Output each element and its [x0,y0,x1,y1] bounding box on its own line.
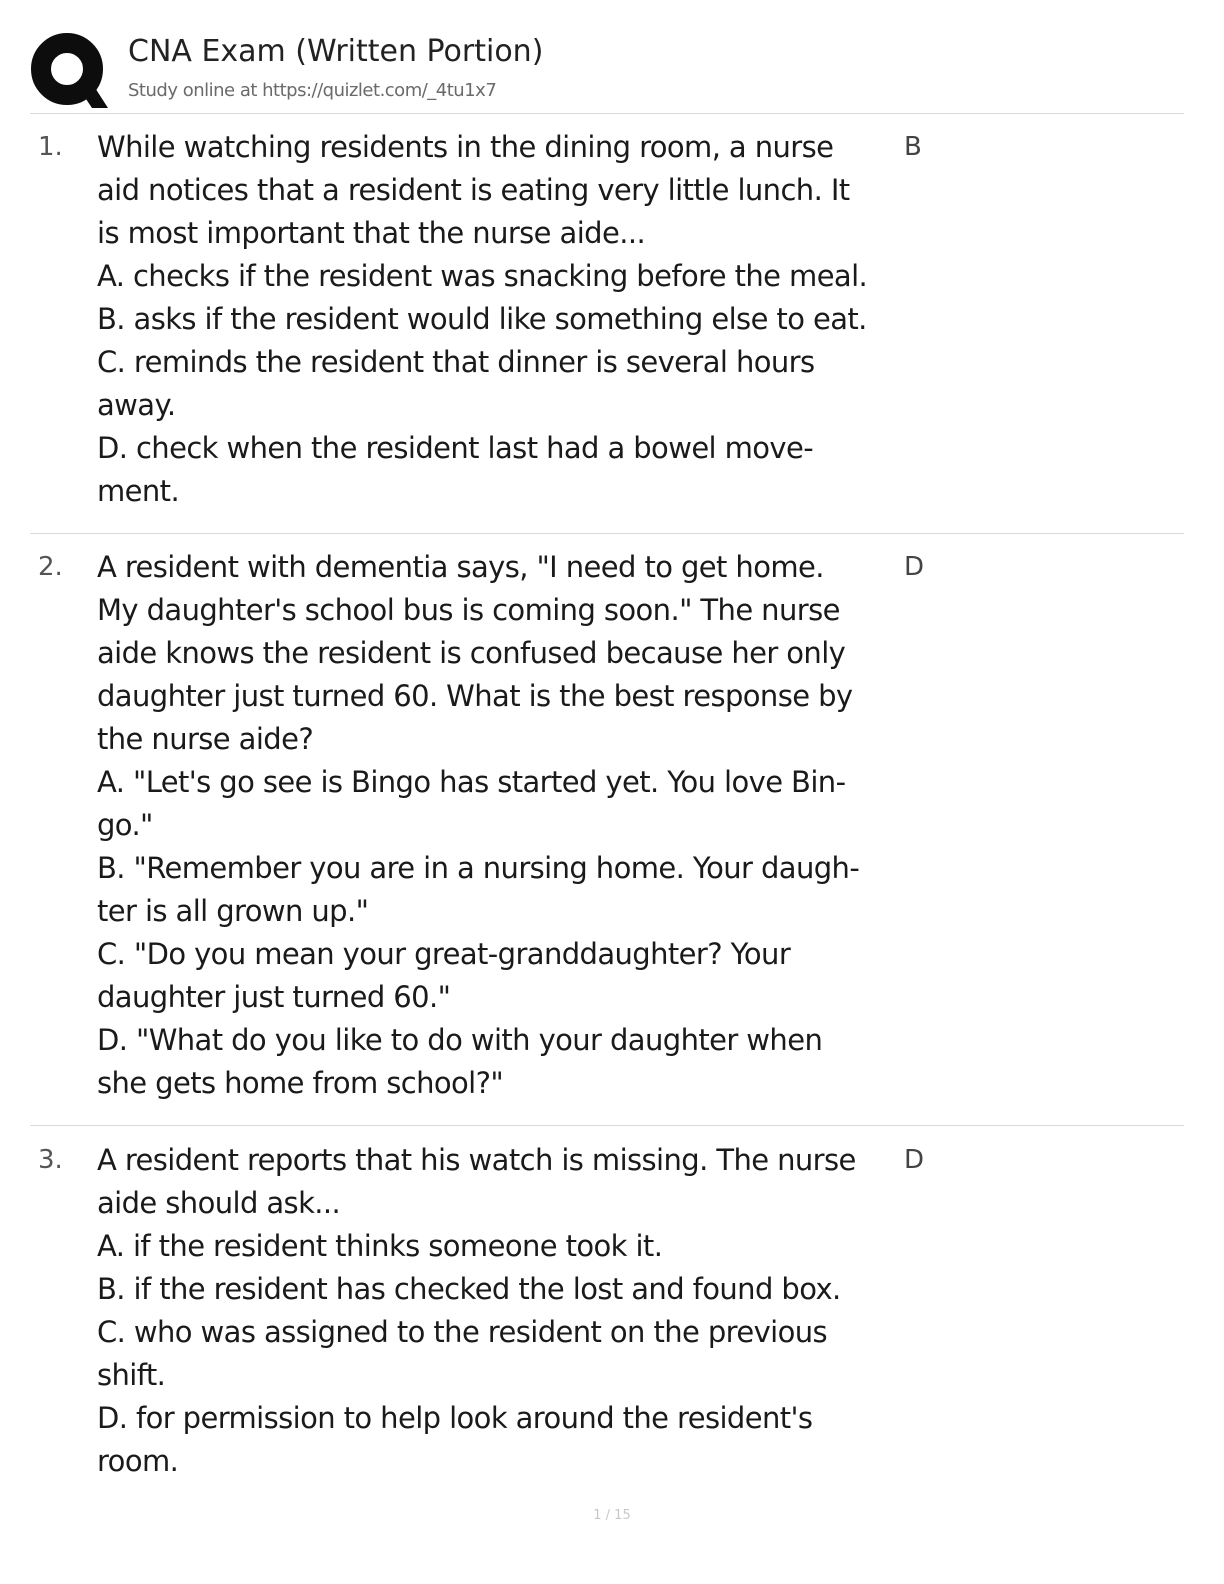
quizlet-q-logo-icon [30,32,108,110]
question-line: daughter just turned 60." [97,980,451,1014]
question-line: A. if the resident thinks someone took it. [97,1229,663,1263]
question-line: A. checks if the resident was snacking before the meal. [97,259,868,293]
question-line: aide should ask... [97,1186,341,1220]
question-line: aide knows the resident is confused because her only [97,636,846,670]
question-line: shift. [97,1358,166,1392]
question-line: D. check when the resident last had a bowel move- [97,431,814,465]
answer-letter: D [904,1145,925,1175]
study-online-link[interactable]: Study online at https://quizlet.com/_4tu1x7 [128,80,497,101]
question-divider [30,533,1184,534]
question-line: daughter just turned 60. What is the best response by [97,679,853,713]
question-line: she gets home from school?" [97,1066,504,1100]
question-line: is most important that the nurse aide... [97,216,646,250]
question-line: B. "Remember you are in a nursing home. Your daugh- [97,851,860,885]
question-number: 3. [38,1145,63,1175]
question-line: B. asks if the resident would like something else to eat. [97,302,867,336]
question-line: A resident reports that his watch is missing. The nurse [97,1143,856,1177]
question-line: A. "Let's go see is Bingo has started yet. You love Bin- [97,765,846,799]
page-header [30,30,1184,114]
answer-letter: B [904,132,922,162]
question-line: A resident with dementia says, "I need to get home. [97,550,824,584]
question-line: room. [97,1444,179,1478]
question-line: C. reminds the resident that dinner is several hours [97,345,815,379]
header-divider [30,113,1184,114]
answer-letter: D [904,552,925,582]
document-title: CNA Exam (Written Portion) [128,34,544,69]
question-text [97,1139,907,1483]
question-number: 1. [38,132,63,162]
page-number: 1 / 15 [593,1508,631,1523]
question-line: go." [97,808,153,842]
question-line: C. "Do you mean your great-granddaughter? Your [97,937,791,971]
question-line: B. if the resident has checked the lost and found box. [97,1272,841,1306]
question-line: ter is all grown up." [97,894,369,928]
question-line: While watching residents in the dining room, a nurse [97,130,834,164]
question-line: My daughter's school bus is coming soon." The nurse [97,593,840,627]
question-line: D. "What do you like to do with your daughter when [97,1023,823,1057]
question-line: away. [97,388,176,422]
question-text [97,546,907,1105]
question-line: C. who was assigned to the resident on the previous [97,1315,828,1349]
question-line: aid notices that a resident is eating very little lunch. It [97,173,850,207]
question-text [97,126,907,513]
question-number: 2. [38,552,63,582]
question-line: D. for permission to help look around the resident's [97,1401,813,1435]
question-divider [30,1125,1184,1126]
question-line: ment. [97,474,180,508]
question-line: the nurse aide? [97,722,314,756]
